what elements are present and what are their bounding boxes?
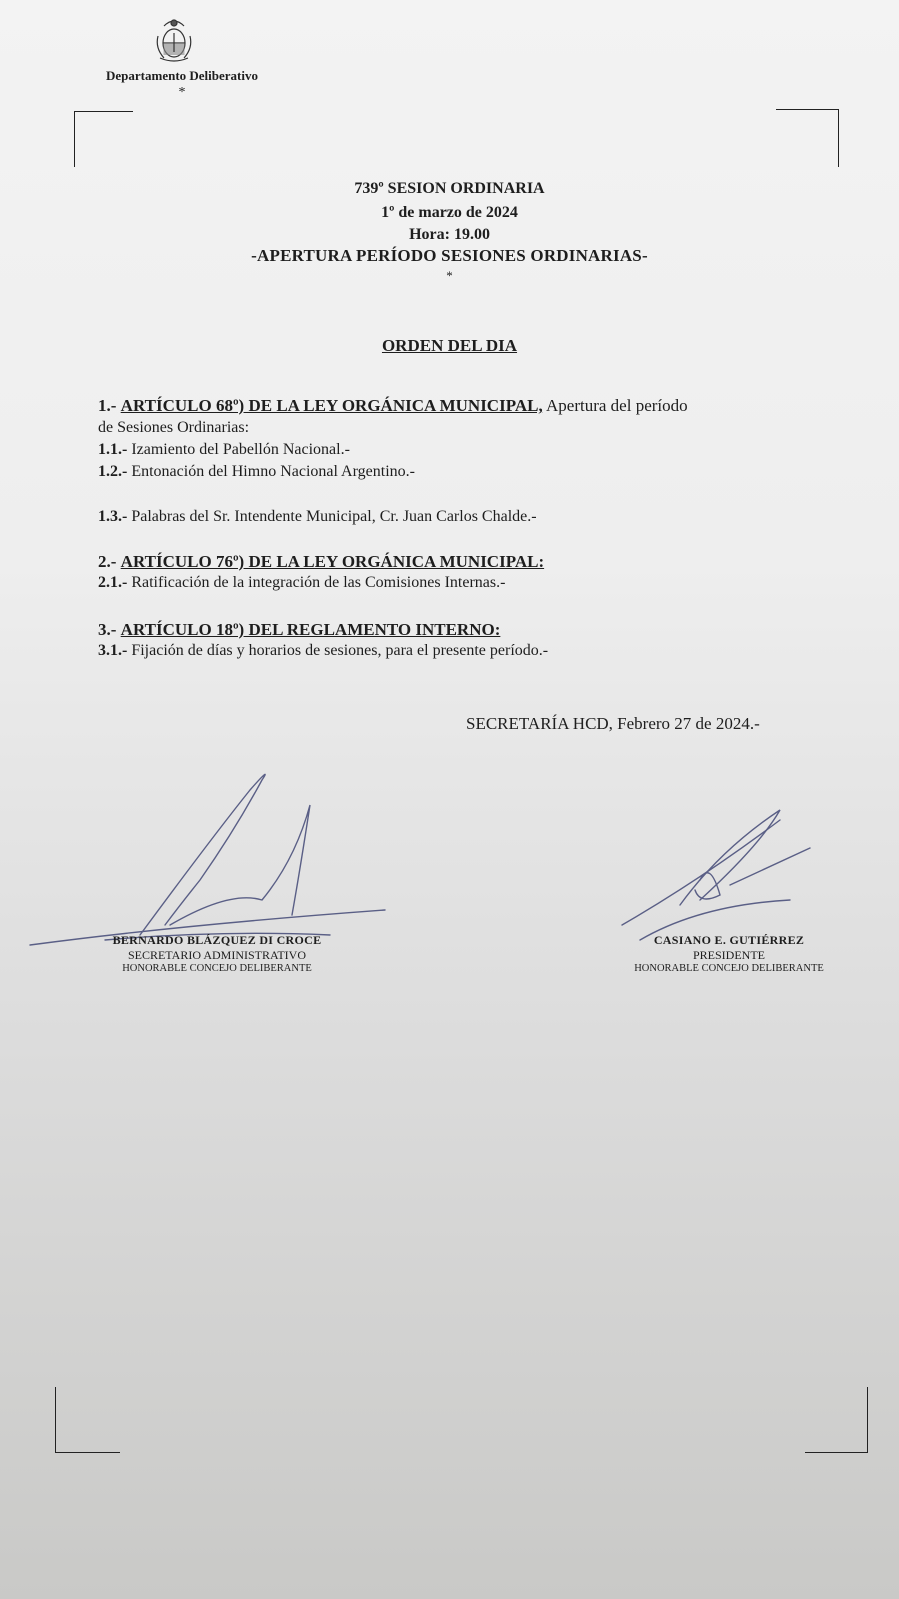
item-number: 2.- [98, 552, 117, 571]
item-text: Entonación del Himno Nacional Argentino.- [127, 463, 415, 480]
item-number: 3.1.- [98, 642, 128, 659]
letterhead-separator: * [178, 85, 186, 100]
signature-block-secretary [97, 933, 337, 974]
session-subtitle: -APERTURA PERÍODO SESIONES ORDINARIAS- [251, 246, 648, 265]
session-title: 739º SESION ORDINARIA [354, 180, 545, 197]
corner-mark-bottom-left [55, 1387, 120, 1453]
signatory-organization: HONORABLE CONCEJO DELIBERANTE [122, 963, 312, 974]
signatory-organization: HONORABLE CONCEJO DELIBERANTE [634, 963, 824, 974]
signatory-role: PRESIDENTE [693, 948, 765, 962]
department-name: Departamento Deliberativo [106, 68, 258, 83]
item-text: Palabras del Sr. Intendente Municipal, Cr. Juan Carlos Chalde.- [127, 508, 537, 525]
item-number: 3.- [98, 620, 117, 639]
agenda-title: ORDEN DEL DIA [381, 336, 518, 355]
signatory-name: BERNARDO BLÁZQUEZ DI CROCE [112, 933, 322, 947]
signature-block-president [614, 933, 844, 974]
item-number: 1.1.- [98, 441, 128, 458]
closing-date-line: SECRETARÍA HCD, Febrero 27 de 2024.- [466, 714, 760, 733]
signatory-role: SECRETARIO ADMINISTRATIVO [127, 948, 307, 962]
item-text: Izamiento del Pabellón Nacional.- [127, 441, 350, 458]
item-text: Ratificación de la integración de las Comisiones Internas.- [127, 574, 506, 591]
header-separator: * [446, 268, 453, 283]
item-text: Fijación de días y horarios de sesiones, para el presente período.- [127, 642, 549, 659]
agenda-item-1-continuation: de Sesiones Ordinarias: [98, 419, 250, 436]
item-title: ARTÍCULO 68º) DE LA LEY ORGÁNICA MUNICIPAL, [120, 396, 543, 415]
corner-mark-bottom-right [805, 1387, 868, 1453]
item-title: ARTÍCULO 18º) DEL REGLAMENTO INTERNO: [120, 620, 501, 639]
item-number: 1.- [98, 396, 117, 415]
item-number: 1.3.- [98, 508, 128, 525]
item-text: Apertura del período [542, 396, 688, 415]
session-date: 1º de marzo de 2024 [381, 204, 518, 221]
item-number: 2.1.- [98, 574, 128, 591]
item-number: 1.2.- [98, 463, 128, 480]
session-time: Hora: 19.00 [409, 226, 490, 243]
item-title: ARTÍCULO 76º) DE LA LEY ORGÁNICA MUNICIPAL: [120, 552, 545, 571]
signatory-name: CASIANO E. GUTIÉRREZ [653, 933, 805, 947]
